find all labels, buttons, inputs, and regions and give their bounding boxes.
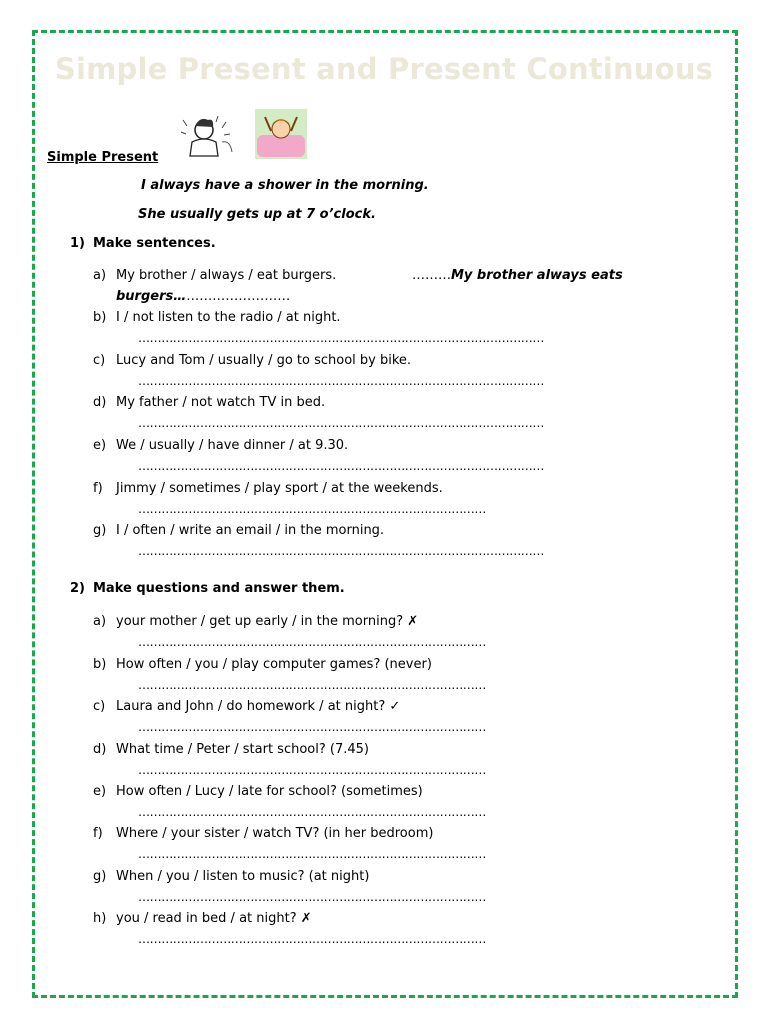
item-prompt: Jimmy / sometimes / play sport / at the weekends. — [116, 481, 443, 496]
item-letter: a) — [93, 614, 107, 629]
answer-dots: …………………… — [186, 289, 291, 304]
item-prompt: What time / Peter / start school? (7.45) — [116, 742, 369, 757]
answer-line[interactable]: ……………………………………………………………………………… — [138, 932, 487, 946]
example-answer — [412, 268, 623, 283]
answer-line[interactable]: ……………………………………………………………………………… — [138, 763, 487, 777]
boy-shower-illustration — [178, 112, 238, 162]
example-sentence: I always have a shower in the morning. — [141, 178, 429, 193]
exercise-heading: Make sentences. — [93, 236, 216, 251]
item-letter: g) — [93, 523, 107, 538]
answer-line[interactable]: …………………………………………………………………………………………… — [138, 416, 545, 430]
page-title: Simple Present and Present Continuous — [54, 52, 714, 86]
item-letter: e) — [93, 784, 107, 799]
answer-line[interactable]: ……………………………………………………………………………… — [138, 847, 487, 861]
item-prompt: Where / your sister / watch TV? (in her bedroom) — [116, 826, 434, 841]
item-letter: c) — [93, 699, 106, 714]
item-prompt: you / read in bed / at night? ✗ — [116, 911, 312, 926]
item-letter: e) — [93, 438, 107, 453]
answer-text: burgers… — [116, 289, 187, 304]
answer-text: My brother always eats — [451, 268, 623, 283]
answer-line[interactable]: …………………………………………………………………………………………… — [138, 459, 545, 473]
answer-line[interactable]: …………………………………………………………………………………………… — [138, 544, 545, 558]
item-prompt: I / not listen to the radio / at night. — [116, 310, 341, 325]
item-letter: g) — [93, 869, 107, 884]
answer-line[interactable]: ……………………………………………………………………………… — [138, 890, 487, 904]
item-letter: d) — [93, 742, 107, 757]
item-letter: b) — [93, 657, 107, 672]
item-prompt: How often / you / play computer games? (never) — [116, 657, 432, 672]
item-letter: c) — [93, 353, 106, 368]
item-prompt: How often / Lucy / late for school? (sometimes) — [116, 784, 423, 799]
item-prompt: Laura and John / do homework / at night? ✓ — [116, 699, 401, 714]
answer-dots: ……… — [412, 268, 451, 283]
item-letter: h) — [93, 911, 107, 926]
exercise-heading: Make questions and answer them. — [93, 581, 345, 596]
item-prompt: When / you / listen to music? (at night) — [116, 869, 370, 884]
answer-line[interactable]: ……………………………………………………………………………… — [138, 720, 487, 734]
item-letter: d) — [93, 395, 107, 410]
item-letter: b) — [93, 310, 107, 325]
answer-line[interactable]: …………………………………………………………………………………………… — [138, 331, 545, 345]
exercise-number: 2) — [70, 581, 85, 596]
answer-line[interactable]: ……………………………………………………………………………… — [138, 635, 487, 649]
answer-line[interactable]: ……………………………………………………………………………… — [138, 678, 487, 692]
answer-line[interactable]: …………………………………………………………………………………………… — [138, 374, 545, 388]
item-letter: f) — [93, 826, 103, 841]
example-sentence: She usually gets up at 7 o’clock. — [138, 207, 376, 222]
section-label-simple-present: Simple Present — [47, 150, 159, 165]
item-letter: f) — [93, 481, 103, 496]
item-prompt: My father / not watch TV in bed. — [116, 395, 326, 410]
girl-waking-up-illustration — [255, 109, 307, 159]
exercise-number: 1) — [70, 236, 85, 251]
item-prompt: We / usually / have dinner / at 9.30. — [116, 438, 349, 453]
answer-line[interactable]: ……………………………………………………………………………… — [138, 502, 487, 516]
item-letter: a) — [93, 268, 107, 283]
item-prompt: Lucy and Tom / usually / go to school by bike. — [116, 353, 412, 368]
item-prompt: your mother / get up early / in the morning? ✗ — [116, 614, 419, 629]
answer-line[interactable]: ……………………………………………………………………………… — [138, 805, 487, 819]
item-prompt: I / often / write an email / in the morning. — [116, 523, 385, 538]
item-prompt: My brother / always / eat burgers. — [116, 268, 337, 283]
example-answer-continued — [116, 289, 290, 304]
